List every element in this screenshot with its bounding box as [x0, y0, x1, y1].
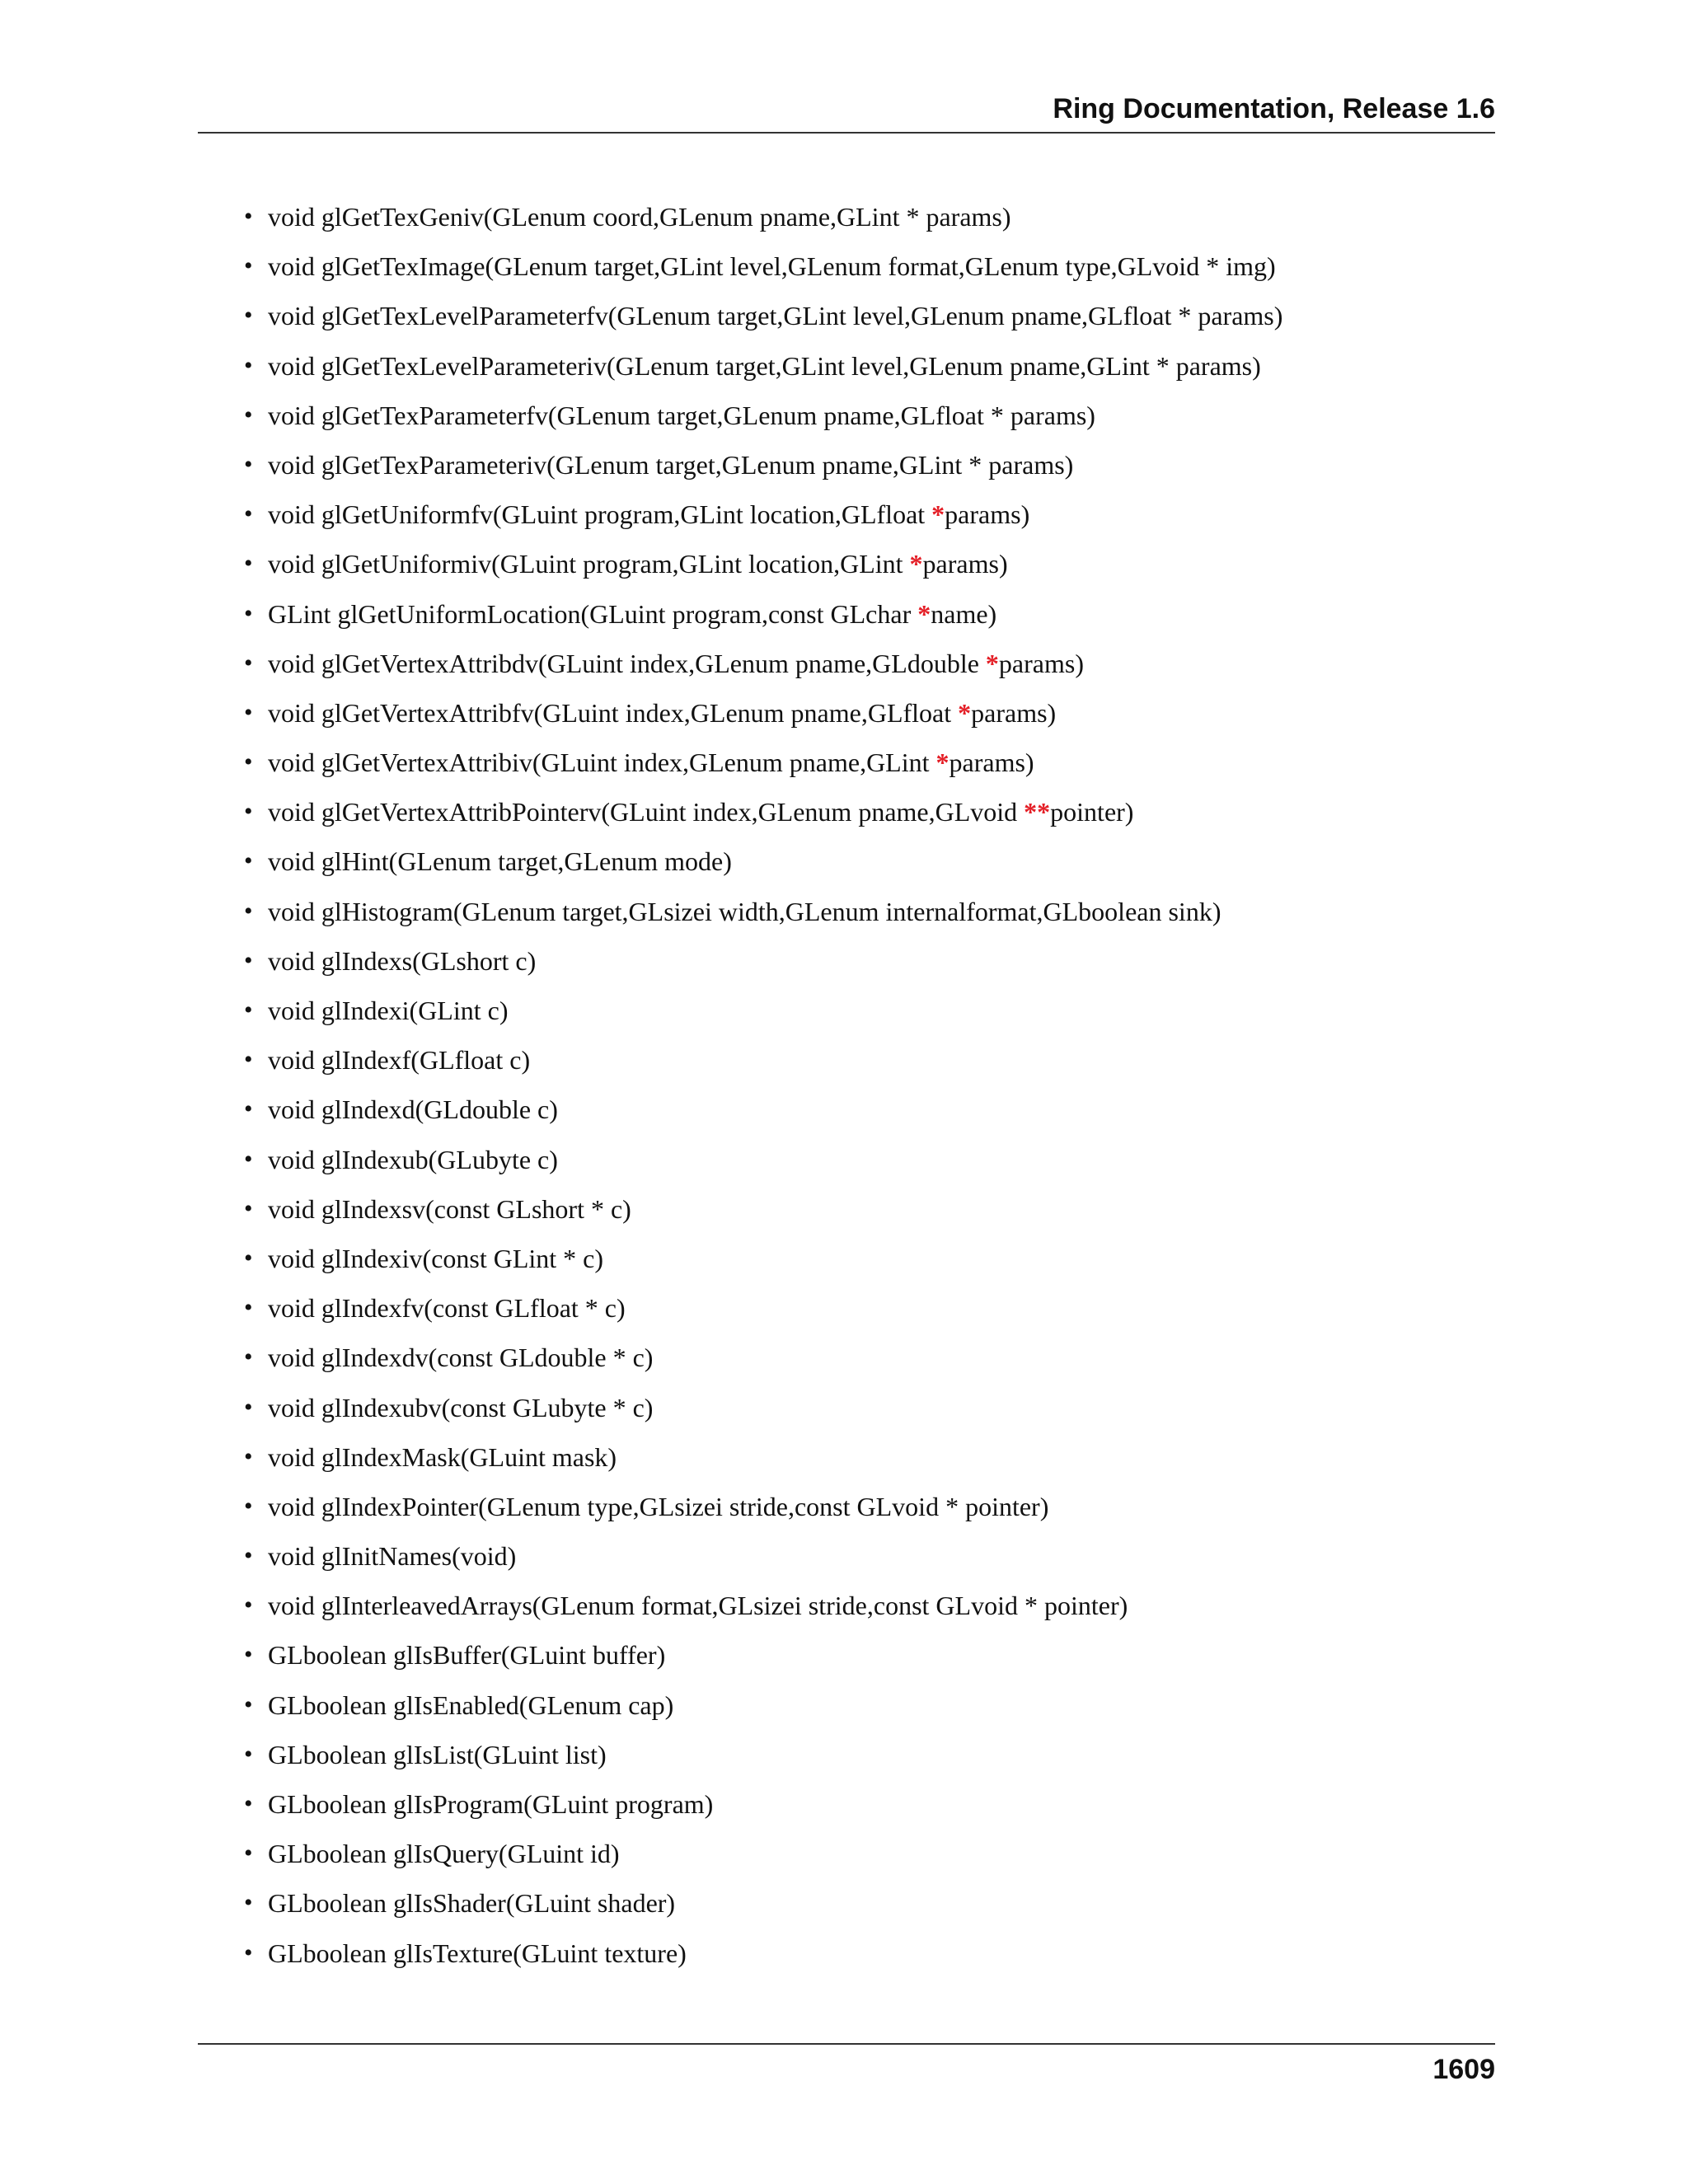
list-item: [244, 837, 1480, 886]
list-item: [244, 1878, 1480, 1928]
function-signature: void glInterleavedArrays(GLenum format,GLsizei stride,const GLvoid * pointer): [268, 1591, 1128, 1621]
function-signature: void glIndexi(GLint c): [268, 996, 509, 1025]
list-item: [244, 1333, 1480, 1382]
list-item: [244, 1531, 1480, 1581]
list-item: [244, 291, 1480, 340]
list-item: [244, 887, 1480, 936]
list-item: [244, 986, 1480, 1035]
function-signature-end: params): [945, 499, 1030, 530]
function-signature: void glGetTexLevelParameteriv(GLenum target,GLint level,GLenum pname,GLint * params): [268, 350, 1261, 381]
function-signature-end: name): [931, 598, 997, 629]
function-signature-end: params): [922, 549, 1008, 579]
list-item: [244, 192, 1480, 241]
list-item: [244, 490, 1480, 539]
pointer-marker: *: [985, 648, 999, 678]
pointer-marker: *: [935, 748, 950, 778]
function-signature: void glIndexd(GLdouble c): [268, 1094, 558, 1125]
list-item: [244, 1680, 1480, 1730]
list-item: [244, 589, 1480, 639]
function-signature: void glIndexub(GLubyte c): [268, 1144, 558, 1174]
list-item: [244, 391, 1480, 440]
function-signature: GLboolean glIsList(GLuint list): [268, 1739, 607, 1769]
function-signature: GLboolean glIsBuffer(GLuint buffer): [268, 1640, 666, 1671]
function-list: [244, 192, 1480, 1978]
list-item: [244, 1184, 1480, 1234]
function-signature: void glGetVertexAttribPointerv(GLuint index,GLenum pname,GLvoid: [268, 797, 1025, 827]
pointer-marker: *: [958, 697, 972, 728]
list-item: [244, 1135, 1480, 1184]
list-item: [244, 688, 1480, 738]
list-item: [244, 1283, 1480, 1333]
function-signature: void glIndexf(GLfloat c): [268, 1045, 531, 1076]
function-signature: void glHint(GLenum target,GLenum mode): [268, 846, 732, 877]
pointer-marker: *: [917, 598, 931, 629]
function-signature: void glGetVertexAttribdv(GLuint index,GLenum pname,GLdouble: [268, 648, 986, 678]
function-signature-end: params): [949, 748, 1034, 778]
function-signature: void glGetUniformfv(GLuint program,GLint location,GLfloat: [268, 499, 932, 530]
list-item: [244, 539, 1480, 588]
list-item: [244, 1432, 1480, 1482]
function-signature: void glInitNames(void): [268, 1541, 517, 1572]
function-signature: void glGetTexParameteriv(GLenum target,GLenum pname,GLint * params): [268, 449, 1074, 480]
list-item: [244, 1234, 1480, 1283]
function-signature: void glIndexPointer(GLenum type,GLsizei stride,const GLvoid * pointer): [268, 1491, 1049, 1521]
function-signature: void glIndexfv(const GLfloat * c): [268, 1293, 626, 1324]
document-title: Ring Documentation, Release 1.6: [1053, 93, 1495, 124]
function-signature: GLboolean glIsEnabled(GLenum cap): [268, 1690, 674, 1720]
function-signature: void glIndexiv(const GLint * c): [268, 1243, 604, 1273]
list-item: [244, 1482, 1480, 1531]
function-signature: GLboolean glIsTexture(GLuint texture): [268, 1938, 687, 1968]
list-item: [244, 738, 1480, 787]
function-signature-end: params): [998, 648, 1084, 678]
function-signature: void glIndexubv(const GLubyte * c): [268, 1392, 654, 1422]
pointer-marker: **: [1024, 797, 1051, 827]
function-signature: GLboolean glIsQuery(GLuint id): [268, 1839, 620, 1869]
list-item: [244, 1929, 1480, 1978]
function-signature: void glIndexsv(const GLshort * c): [268, 1193, 631, 1224]
function-signature: void glIndexs(GLshort c): [268, 945, 537, 976]
page-footer: [198, 2043, 1495, 2085]
function-signature: void glGetTexImage(GLenum target,GLint level,GLenum format,GLenum type,GLvoid * img): [268, 251, 1276, 282]
function-signature: void glGetVertexAttribiv(GLuint index,GLenum pname,GLint: [268, 748, 936, 778]
function-signature: void glGetUniformiv(GLuint program,GLint location,GLint: [268, 549, 910, 579]
list-item: [244, 341, 1480, 391]
list-item: [244, 936, 1480, 986]
function-signature: void glIndexdv(const GLdouble * c): [268, 1343, 654, 1373]
list-item: [244, 1829, 1480, 1878]
pointer-marker: *: [931, 499, 945, 530]
function-signature: void glGetTexGeniv(GLenum coord,GLenum pname,GLint * params): [268, 202, 1011, 232]
function-signature: void glGetTexLevelParameterfv(GLenum target,GLint level,GLenum pname,GLfloat * params): [268, 301, 1283, 331]
list-item: [244, 1779, 1480, 1829]
list-item: [244, 1085, 1480, 1134]
page-number: 1609: [1432, 2054, 1495, 2085]
list-item: [244, 1383, 1480, 1432]
list-item: [244, 639, 1480, 688]
pointer-marker: *: [909, 549, 923, 579]
function-signature: GLint glGetUniformLocation(GLuint program,const GLchar: [268, 598, 918, 629]
list-item: [244, 241, 1480, 291]
list-item: [244, 1581, 1480, 1630]
list-item: [244, 1630, 1480, 1680]
function-signature: void glIndexMask(GLuint mask): [268, 1441, 617, 1472]
function-signature: void glHistogram(GLenum target,GLsizei width,GLenum internalformat,GLboolean sink): [268, 896, 1221, 926]
page-header: [198, 92, 1495, 134]
function-signature: GLboolean glIsShader(GLuint shader): [268, 1888, 676, 1919]
function-signature: void glGetVertexAttribfv(GLuint index,GLenum pname,GLfloat: [268, 697, 959, 728]
list-item: [244, 1730, 1480, 1779]
list-item: [244, 1035, 1480, 1085]
function-signature-end: pointer): [1050, 797, 1134, 827]
list-item: [244, 440, 1480, 490]
page-content: [244, 192, 1480, 1978]
function-signature-end: params): [971, 697, 1057, 728]
function-signature: void glGetTexParameterfv(GLenum target,GLenum pname,GLfloat * params): [268, 400, 1095, 430]
function-signature: GLboolean glIsProgram(GLuint program): [268, 1789, 714, 1819]
list-item: [244, 787, 1480, 837]
